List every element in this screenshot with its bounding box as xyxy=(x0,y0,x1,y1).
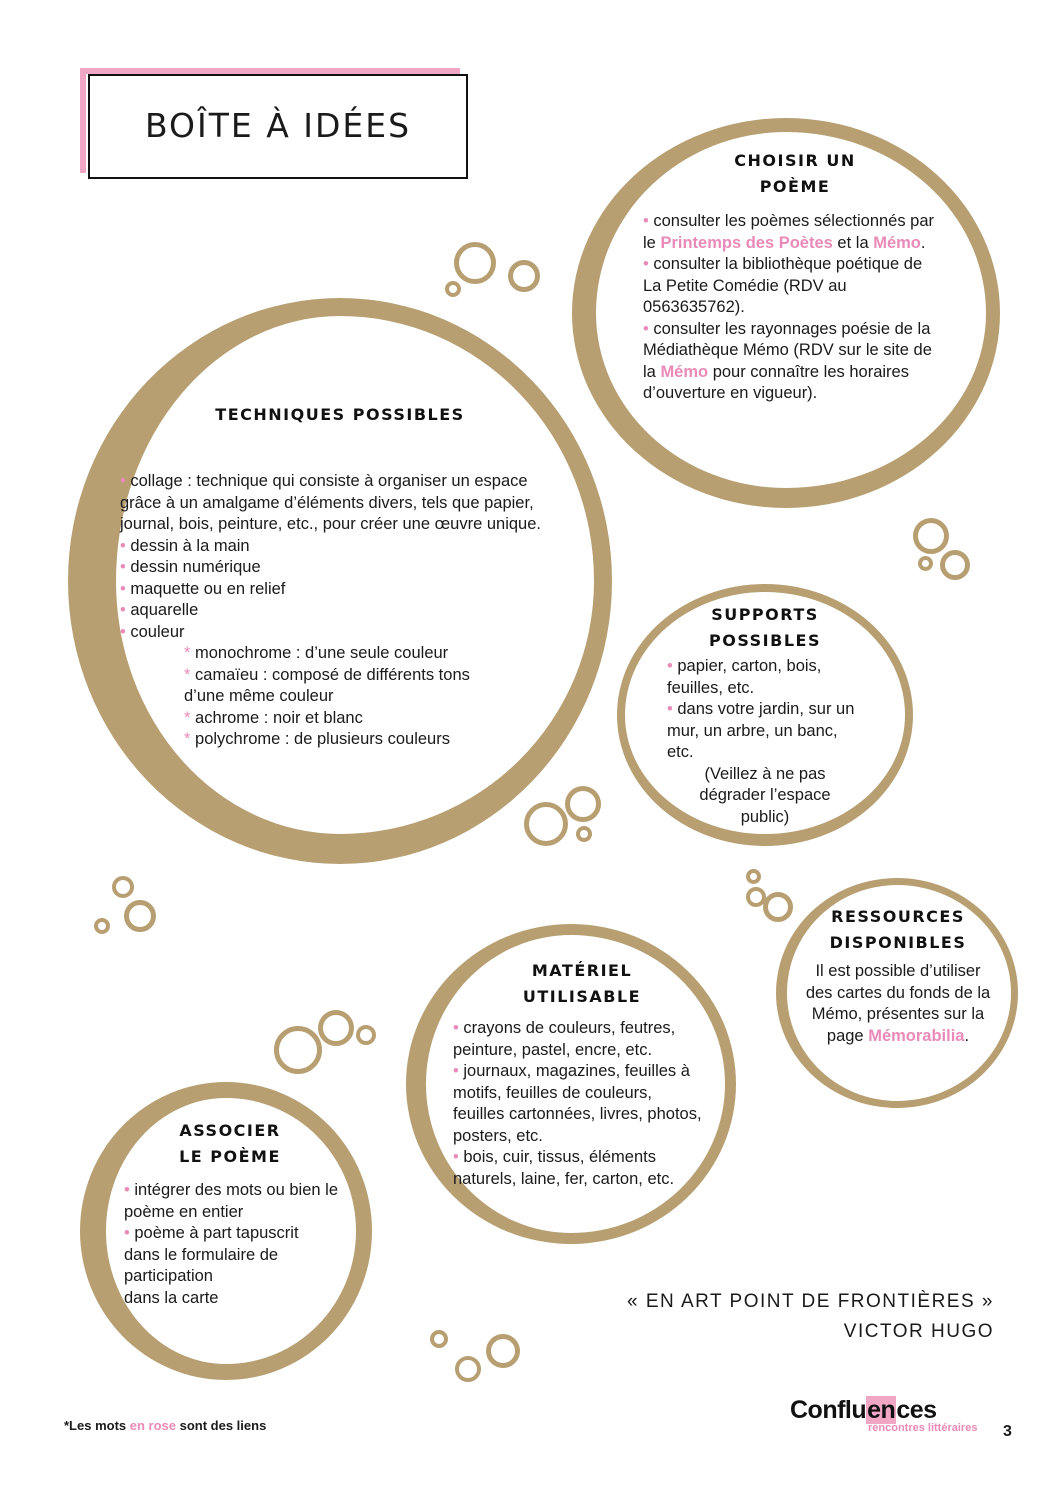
bubble xyxy=(454,242,496,284)
quote-text: « EN ART POINT DE FRONTIÈRES » xyxy=(626,1291,994,1312)
couleur-subitem: * polychrome : de plusieurs couleurs xyxy=(184,730,450,748)
couleur-subitems xyxy=(120,643,514,751)
choisir-heading xyxy=(690,148,900,200)
materiel-heading-line2: UTILISABLE xyxy=(522,987,642,1006)
title-box xyxy=(88,74,468,179)
techniques-body xyxy=(120,471,550,751)
quote-author: VICTOR HUGO xyxy=(843,1321,994,1342)
bubble xyxy=(124,900,156,932)
techniques-heading: TECHNIQUES POSSIBLES xyxy=(215,405,465,424)
bubble xyxy=(746,869,761,884)
ressources-heading-line1: RESSOURCES xyxy=(831,907,965,926)
supports-heading xyxy=(660,602,870,654)
bubble xyxy=(356,1025,376,1045)
bullet-icon: • xyxy=(453,1148,464,1166)
bullet-icon: • xyxy=(120,536,131,555)
associer-item: • poème à part tapuscrit xyxy=(124,1224,299,1242)
link-memo[interactable]: Mémo xyxy=(873,233,921,252)
bubble xyxy=(508,260,540,292)
asterisk-icon: * xyxy=(184,730,196,748)
associer-heading-line2: LE POÈME xyxy=(179,1147,281,1166)
choisir-heading-line2: POÈME xyxy=(759,177,831,196)
materiel-item: • bois, cuir, tissus, éléments naturels, laine, fer, carton, etc. xyxy=(453,1148,675,1188)
techniques-item: • aquarelle xyxy=(120,601,199,619)
bubble xyxy=(318,1010,354,1046)
bullet-icon: • xyxy=(453,1019,464,1037)
choisir-body xyxy=(643,211,939,405)
materiel-item: • journaux, magazines, feuilles à motifs, feuilles de couleurs, feuilles cartonnées, livres, photos, posters, etc. xyxy=(453,1062,702,1145)
link-memo-site[interactable]: Mémo xyxy=(660,362,709,381)
couleur-subitem: * monochrome : d’une seule couleur xyxy=(184,644,449,662)
techniques-item: • couleur xyxy=(120,622,185,641)
couleur-subitem: * camaïeu : composé de différents tons d’une même couleur xyxy=(184,665,470,705)
asterisk-icon: * xyxy=(184,644,196,662)
bubble xyxy=(524,802,568,846)
bubble xyxy=(94,918,110,934)
bullet-icon: • xyxy=(120,558,131,576)
bubble xyxy=(455,1356,481,1382)
materiel-heading-line1: MATÉRIEL xyxy=(531,961,633,980)
bullet-icon: • xyxy=(120,601,131,619)
supports-item: • papier, carton, bois, feuilles, etc. xyxy=(667,657,822,697)
bubble xyxy=(576,826,592,842)
ressources-heading-line2: DISPONIBLES xyxy=(829,933,967,952)
techniques-item: • dessin à la main xyxy=(120,536,250,555)
supports-body xyxy=(667,656,863,828)
bullet-icon: • xyxy=(643,212,654,230)
techniques-item: • maquette ou en relief xyxy=(120,579,286,598)
choisir-item-2: • consulter la bibliothèque poétique de La Petite Comédie (RDV au 0563635762). xyxy=(643,255,923,316)
bullet-icon: • xyxy=(120,579,131,598)
asterisk-icon: * xyxy=(184,665,196,684)
choisir-item-1: • consulter les poèmes sélectionnés par le Printemps des Poètes et la Mémo. xyxy=(643,212,935,252)
bubble xyxy=(112,876,134,898)
choisir-item-3: • consulter les rayonnages poésie de la Médiathèque Mémo (RDV sur le site de la Mémo pour connaître les horaires d’ouverture en vigueur). xyxy=(643,319,932,402)
link-printemps-des-poetes[interactable]: Printemps des Poètes xyxy=(660,233,833,252)
bullet-icon: • xyxy=(120,622,131,641)
bullet-icon: • xyxy=(667,657,678,675)
bubble xyxy=(565,786,601,822)
link-memorabilia[interactable]: Mémorabilia xyxy=(868,1026,965,1045)
associer-heading-line1: ASSOCIER xyxy=(179,1121,281,1140)
bubble xyxy=(430,1330,448,1348)
supports-heading-line2: POSSIBLES xyxy=(709,631,821,650)
techniques-item: • collage : technique qui consiste à organiser un espace grâce à un amalgame d’éléments divers, tels que papier, journal, bois, peinture, etc., pour créer une œuvre unique. xyxy=(120,472,541,533)
bullet-icon: • xyxy=(120,472,131,490)
bullet-icon: • xyxy=(667,700,678,718)
bubble xyxy=(918,556,933,571)
materiel-body xyxy=(453,1018,705,1190)
supports-heading-line1: SUPPORTS xyxy=(711,605,819,624)
bubble xyxy=(445,281,461,297)
logo-subtitle: rencontres littéraires xyxy=(868,1422,978,1434)
bullet-icon: • xyxy=(643,255,654,273)
page-number: 3 xyxy=(1003,1423,1012,1440)
associer-item: • intégrer des mots ou bien le poème en entier xyxy=(124,1181,338,1221)
bubble xyxy=(486,1334,520,1368)
supports-note: (Veillez à ne pas dégrader l’espace public) xyxy=(699,764,831,826)
bullet-icon: • xyxy=(124,1224,135,1242)
confluences-logo: Confluences rencontres littéraires xyxy=(790,1396,978,1434)
associer-body: • intégrer des mots ou bien le poème en entier • poème à part tapuscrit dans le formulaire de participation dans la carte xyxy=(124,1181,338,1307)
bullet-icon: • xyxy=(643,319,654,338)
bullet-icon: • xyxy=(453,1062,464,1080)
ressources-heading xyxy=(800,904,996,956)
page-title: BOÎTE À IDÉES xyxy=(144,106,412,145)
footnote: *Les mots en rose sont des liens xyxy=(64,1418,267,1433)
materiel-item: • crayons de couleurs, feutres, peinture, pastel, encre, etc. xyxy=(453,1019,676,1059)
choisir-heading-line1: CHOISIR UN xyxy=(734,151,856,170)
couleur-subitem: * achrome : noir et blanc xyxy=(184,708,363,727)
associer-heading xyxy=(120,1118,340,1170)
ressources-body: Il est possible d’utiliser des cartes du fonds de la Mémo, présentes sur la page Mémorabilia. xyxy=(805,962,991,1045)
bubble xyxy=(274,1026,322,1074)
bubble xyxy=(940,550,970,580)
supports-item: • dans votre jardin, sur un mur, un arbre, un banc, etc. xyxy=(667,700,855,761)
bubble xyxy=(763,892,793,922)
bullet-icon: • xyxy=(124,1181,135,1199)
materiel-heading xyxy=(462,958,702,1010)
asterisk-icon: * xyxy=(184,708,196,727)
bubble xyxy=(913,518,949,554)
techniques-item: • dessin numérique xyxy=(120,558,261,576)
